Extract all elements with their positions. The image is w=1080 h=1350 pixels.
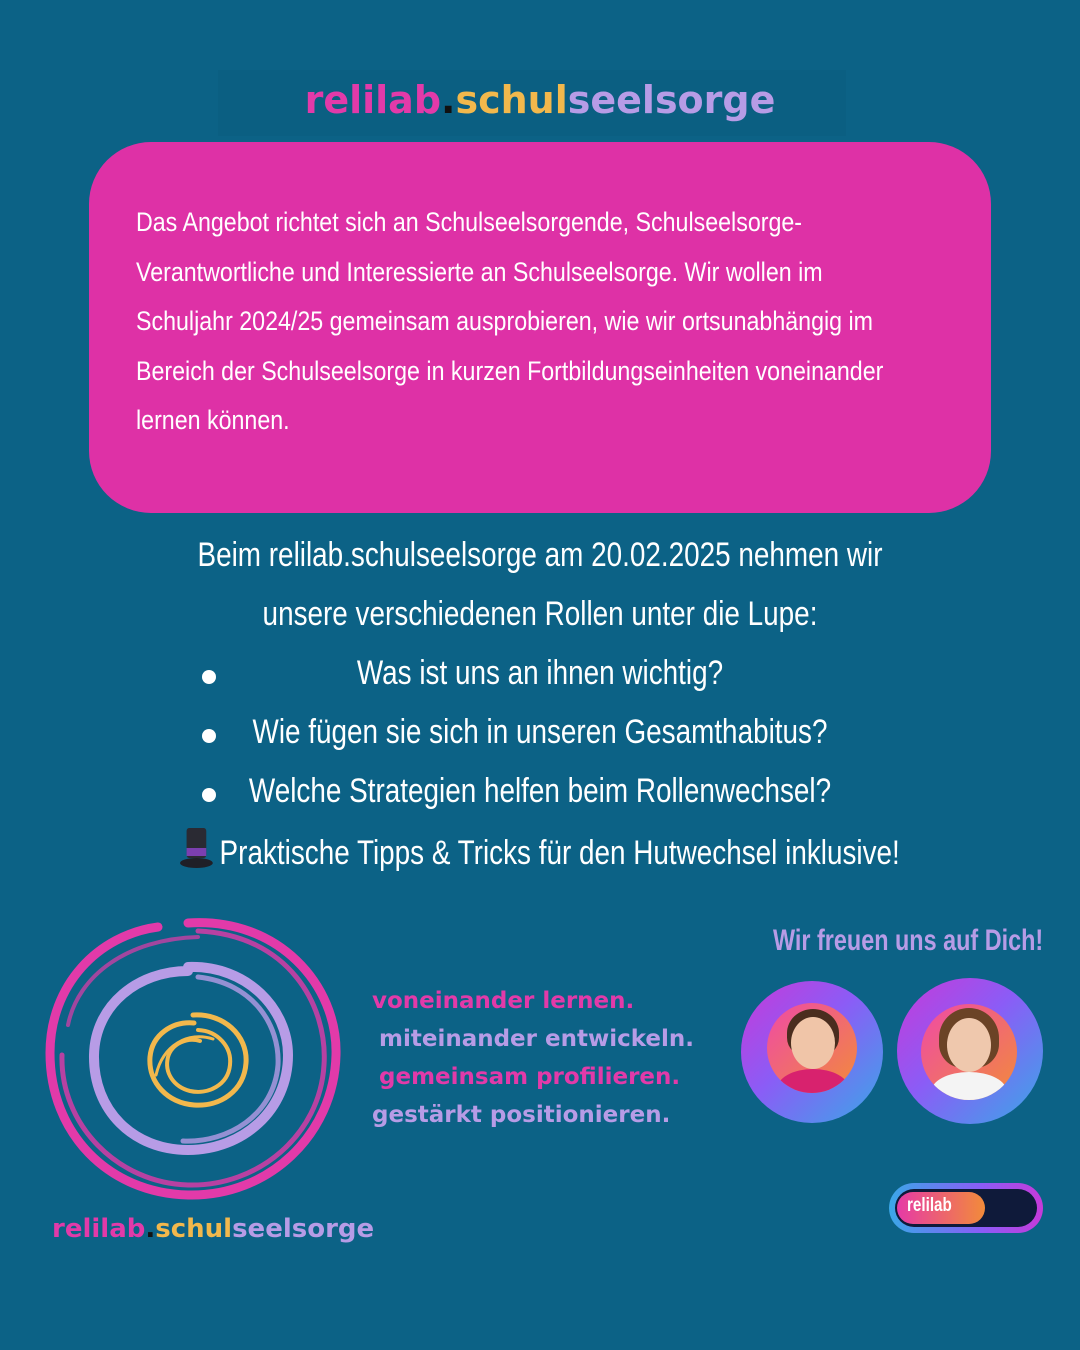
tagline: miteinander entwickeln.	[379, 1026, 695, 1052]
avatar	[897, 978, 1043, 1124]
bullet-item: Wie fügen sie sich in unseren Gesamthabitus?	[252, 713, 828, 751]
intro-line: Verantwortliche und Interessierte an Schulseelsorge. Wir wollen im	[136, 256, 823, 287]
tipp-line	[97, 828, 983, 873]
brand-part-seelsorge: seelsorge	[232, 1214, 375, 1244]
brand-title	[0, 78, 1080, 122]
tagline: gemeinsam profilieren.	[379, 1064, 681, 1090]
brand-dot: .	[145, 1214, 156, 1244]
brand-part-relilab: relilab	[52, 1214, 146, 1244]
bottom-brand	[52, 1214, 374, 1244]
brand-part-seelsorge: seelsorge	[567, 78, 776, 122]
bullet-item: Welche Strategien helfen beim Rollenwechsel?	[248, 772, 832, 810]
greeting: Wir freuen uns auf Dich!	[773, 924, 1044, 957]
tagline: gestärkt positionieren.	[372, 1102, 671, 1128]
intro-line: Bereich der Schulseelsorge in kurzen Fortbildungseinheiten voneinander	[136, 355, 884, 386]
brand-part-schul: schul	[455, 78, 568, 122]
swirl-middle-ring	[94, 967, 288, 1150]
intro-line: Das Angebot richtet sich an Schulseelsorgende, Schulseelsorge-	[136, 207, 803, 237]
brand-dot: .	[441, 78, 456, 122]
brand-part-relilab: relilab	[304, 78, 442, 122]
avatar	[741, 981, 883, 1123]
tipp-text: Praktische Tipps & Tricks für den Hutwechsel inklusive!	[219, 834, 900, 872]
toggle-label: relilab	[907, 1195, 952, 1216]
intro-line: Schuljahr 2024/25 gemeinsam ausprobieren, wie wir ortsunabhängig im	[136, 306, 874, 336]
swirl-logo	[38, 905, 348, 1205]
tagline: voneinander lernen.	[372, 988, 635, 1014]
intro-text	[136, 198, 944, 446]
intro-line: lernen können.	[136, 405, 290, 435]
event-line-1: Beim relilab.schulseelsorge am 20.02.2025 nehmen wir	[197, 536, 883, 574]
top-hat-icon	[180, 828, 213, 870]
bullet-item: Was ist uns an ihnen wichtig?	[356, 654, 724, 692]
relilab-toggle[interactable]	[889, 1183, 1043, 1233]
event-line-2: unsere verschiedenen Rollen unter die Lupe:	[262, 595, 818, 633]
brand-part-schul: schul	[155, 1214, 233, 1244]
